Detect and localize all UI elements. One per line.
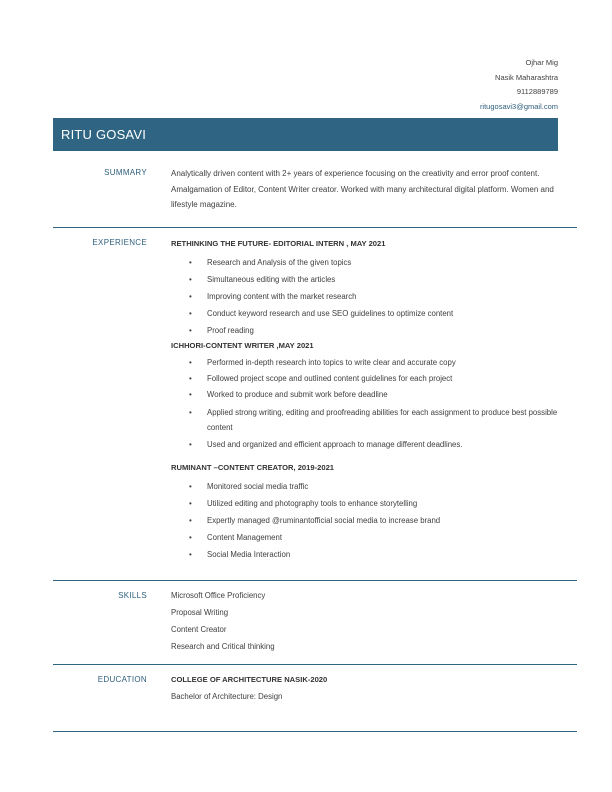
bullet-icon: •: [189, 358, 192, 367]
skills-label: SKILLS: [118, 591, 147, 600]
skill-item: Content Creator: [171, 625, 227, 634]
education-label: EDUCATION: [97, 675, 147, 684]
contact-city: Ojhar Mig: [525, 58, 558, 67]
bullet-icon: •: [189, 326, 192, 335]
summary-text: Analytically driven content with 2+ years of experience focusing on the creativity and error proof content. Amalgamation of Editor, Content Writer creator. Worked with many architectural digital platform. Women and lifestyle magazine.: [171, 169, 554, 209]
list-item: • Social Media Interaction: [171, 546, 571, 563]
contact-email[interactable]: ritugosavi3@gmail.com: [479, 101, 558, 111]
contact-phone: 9112889789: [516, 87, 558, 96]
bullet-icon: •: [189, 499, 192, 508]
bullet-icon: •: [189, 550, 192, 559]
summary-label: SUMMARY: [104, 168, 147, 177]
education-school: COLLEGE OF ARCHITECTURE NASIK-2020: [171, 675, 328, 684]
education-degree: Bachelor of Architecture: Design: [171, 692, 283, 701]
list-item: • Utilized editing and photography tools to enhance storytelling: [171, 495, 571, 512]
list-item: • Followed project scope and outlined content guidelines for each project: [189, 374, 453, 383]
job-bullets: [171, 357, 571, 451]
skill-item: Microsoft Office Proficiency: [171, 591, 266, 600]
bullet-icon: •: [189, 482, 192, 491]
bullet-icon: •: [189, 408, 192, 417]
contact-state: Nasik Maharashtra: [495, 72, 558, 82]
list-item: • Proof reading: [171, 322, 571, 339]
education-divider: [53, 731, 577, 732]
skill-item: Proposal Writing: [171, 608, 229, 617]
list-item: • Expertly managed @ruminantofficial social media to increase brand: [171, 512, 571, 529]
list-item: • Monitored social media traffic: [171, 478, 571, 495]
list-item: • Used and organized and efficient approach to manage different deadlines.: [189, 440, 463, 449]
candidate-name: RITU GOSAVI: [61, 127, 147, 142]
bullet-icon: •: [189, 374, 192, 383]
summary-divider: [53, 227, 577, 228]
bullet-icon: •: [189, 516, 192, 525]
bullet-icon: •: [189, 390, 192, 399]
bullet-icon: •: [189, 275, 192, 284]
experience-label: EXPERIENCE: [92, 238, 147, 247]
list-item: • Simultaneous editing with the articles: [171, 271, 571, 288]
skill-item: Research and Critical thinking: [171, 642, 275, 651]
list-item: • Applied strong writing, editing and proofreading abilities for each assignment to produce best possible content: [171, 405, 571, 435]
experience-divider: [53, 580, 577, 581]
bullet-icon: •: [189, 440, 192, 449]
list-item: • Performed in-depth research into topics to write clear and accurate copy: [189, 358, 456, 367]
name-banner: [53, 118, 558, 151]
skills-divider: [53, 664, 577, 665]
bullet-icon: •: [189, 292, 192, 301]
list-item: • Conduct keyword research and use SEO guidelines to optimize content: [171, 305, 571, 322]
list-item: • Content Management: [171, 529, 571, 546]
job-bullets: [171, 254, 571, 339]
contact-block: [480, 56, 558, 114]
job-title: RETHINKING THE FUTURE- EDITORIAL INTERN , MAY 2021: [171, 239, 386, 248]
bullet-icon: •: [189, 533, 192, 542]
bullet-icon: •: [189, 258, 192, 267]
list-item: • Research and Analysis of the given topics: [171, 254, 571, 271]
list-item: • Worked to produce and submit work before deadline: [189, 390, 388, 399]
job-title: RUMINANT –CONTENT CREATOR, 2019-2021: [171, 463, 335, 472]
list-item: • Improving content with the market research: [171, 288, 571, 305]
job-title: ICHHORI-CONTENT WRITER ,MAY 2021: [171, 341, 314, 350]
bullet-icon: •: [189, 309, 192, 318]
job-bullets: [171, 478, 571, 563]
